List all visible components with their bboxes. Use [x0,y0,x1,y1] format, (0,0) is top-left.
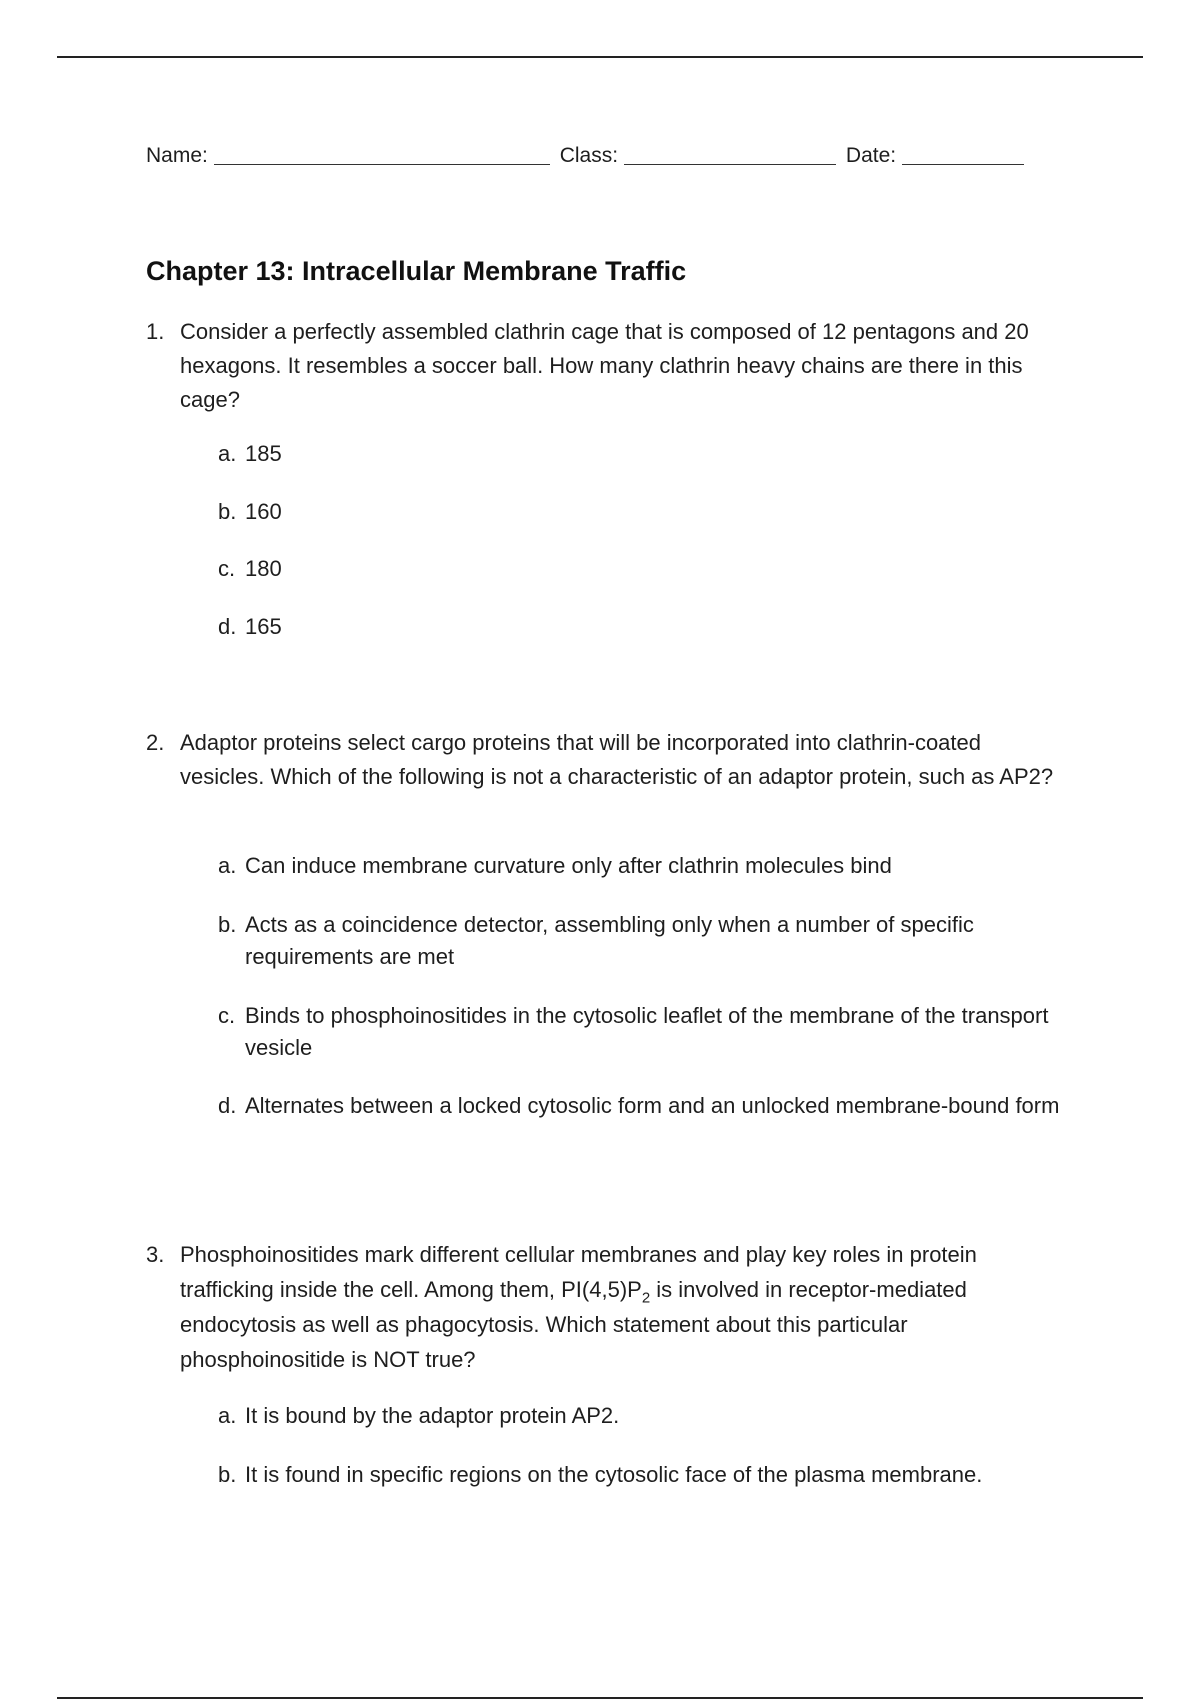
stem-text: Phosphoinositides mark different cellular membranes and play key roles in protein trafficking inside the cell. Among them, PI(4,5)P [180,1242,977,1302]
option-text: 180 [245,556,282,581]
question-1-option-b[interactable] [218,496,1078,528]
option-text: Acts as a coincidence detector, assembling only when a number of specific requirements are met [245,912,974,969]
option-text: 185 [245,441,282,466]
date-label: Date: [845,144,897,167]
option-letter: a. [218,853,237,878]
question-3-option-a[interactable] [218,1400,1078,1432]
class-label: Class: [559,144,619,167]
bottom-rule [57,1697,1143,1699]
top-rule [57,56,1143,58]
question-2 [146,726,1066,794]
name-blank[interactable] [214,146,550,165]
option-letter: c. [218,1003,236,1028]
option-text: 160 [245,499,282,524]
option-text: Binds to phosphoinositides in the cytosolic leaflet of the membrane of the transport vesicle [245,1003,1049,1060]
question-1 [146,315,1066,417]
question-2-option-b[interactable] [218,909,1078,973]
question-2-option-d[interactable] [218,1090,1078,1122]
question-number: 3. [146,1242,165,1267]
stem-text: is involved in receptor-mediated endocytosis as well as phagocytosis. Which statement about this particular phosphoinositide is NOT true? [180,1277,967,1372]
option-text: Alternates between a locked cytosolic form and an unlocked membrane-bound form [245,1093,1060,1118]
question-stem: Consider a perfectly assembled clathrin cage that is composed of 12 pentagons and 20 hexagons. It resembles a soccer ball. How many clathrin heavy chains are there in this cage? [180,319,1029,412]
question-stem: Adaptor proteins select cargo proteins that will be incorporated into clathrin-coated vesicles. Which of the following is not a characteristic of an adaptor protein, such as AP2? [180,730,1054,789]
option-letter: d. [218,614,237,639]
question-2-option-a[interactable] [218,850,1078,882]
option-letter: c. [218,556,236,581]
option-text: It is bound by the adaptor protein AP2. [245,1403,620,1428]
option-letter: a. [218,1403,237,1428]
option-text: It is found in specific regions on the cytosolic face of the plasma membrane. [245,1462,983,1487]
question-1-option-d[interactable] [218,611,1078,643]
student-info-line [146,144,1024,168]
name-label: Name: [146,144,208,167]
question-3-option-b[interactable] [218,1459,1078,1491]
option-text: 165 [245,614,282,639]
question-2-option-c[interactable] [218,1000,1078,1064]
option-letter: b. [218,1462,237,1487]
option-letter: d. [218,1093,237,1118]
subscript: 2 [641,1289,651,1307]
class-blank[interactable] [624,146,836,165]
option-text: Can induce membrane curvature only after clathrin molecules bind [245,853,892,878]
question-number: 2. [146,730,165,755]
question-1-option-a[interactable] [218,438,1078,470]
question-stem [180,1237,1066,1377]
question-3 [146,1237,1066,1377]
option-letter: b. [218,912,237,937]
option-letter: b. [218,499,237,524]
chapter-title: Chapter 13: Intracellular Membrane Traffic [146,256,687,286]
question-1-option-c[interactable] [218,553,1078,585]
option-letter: a. [218,441,237,466]
question-number: 1. [146,319,165,344]
date-blank[interactable] [902,146,1024,165]
